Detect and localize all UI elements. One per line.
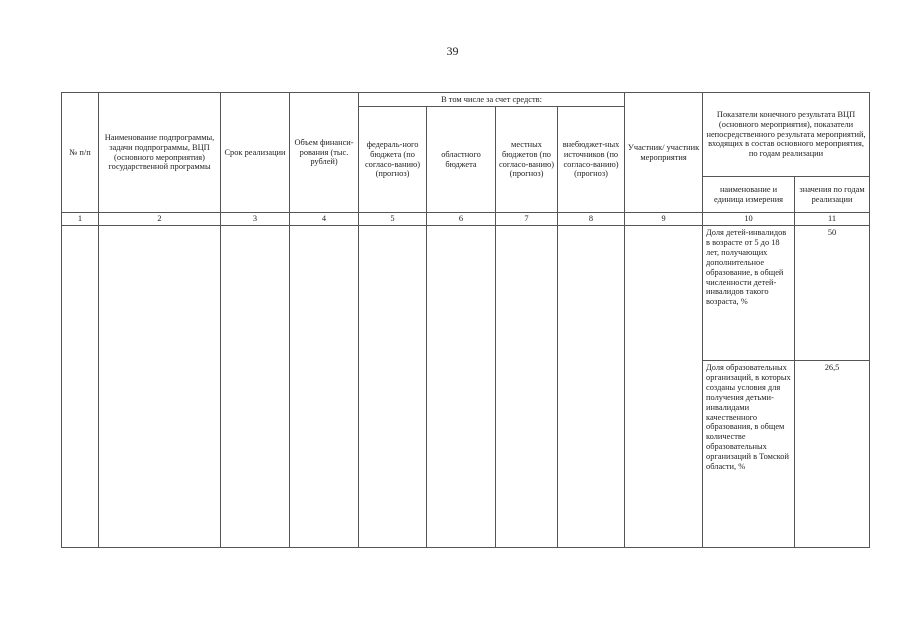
program-table xyxy=(61,92,870,548)
cell-name xyxy=(99,226,221,548)
table-row xyxy=(62,226,870,361)
page-number: 39 xyxy=(446,44,459,58)
header-indicator-name: наименование и единица измерения xyxy=(703,177,795,213)
header-indicator-values: значения по годам реализации xyxy=(795,177,870,213)
cell-volume xyxy=(290,226,359,548)
header-term: Срок реализации xyxy=(221,93,290,213)
column-number: 5 xyxy=(359,213,427,226)
column-number: 10 xyxy=(703,213,795,226)
cell-federal xyxy=(359,226,427,548)
header-indicators-group: Показатели конечного результата ВЦП (основного мероприятия), показатели непосредственного результата мероприятий, входящих в состав основного мероприятия, по годам реализации xyxy=(703,93,870,177)
column-number: 6 xyxy=(427,213,496,226)
cell-num xyxy=(62,226,99,548)
cell-extrabudget xyxy=(558,226,625,548)
indicator-name: Доля детей-инвалидов в возрасте от 5 до 18 лет, получающих дополнительное образование, в общей численности детей-инвалидов такого возраста, % xyxy=(703,226,795,361)
cell-participant xyxy=(625,226,703,548)
cell-local xyxy=(496,226,558,548)
header-row-top xyxy=(62,93,870,107)
column-number: 3 xyxy=(221,213,290,226)
column-number: 8 xyxy=(558,213,625,226)
header-regional: областного бюджета xyxy=(427,107,496,213)
header-funding-group: В том числе за счет средств: xyxy=(359,93,625,107)
header-volume: Объем финанси-рования (тыс. рублей) xyxy=(290,93,359,213)
column-number: 9 xyxy=(625,213,703,226)
header-local: местных бюджетов (по согласо-ванию) (прогноз) xyxy=(496,107,558,213)
header-name: Наименование подпрограммы, задачи подпрограммы, ВЦП (основного мероприятия) государственной программы xyxy=(99,93,221,213)
indicator-name: Доля образовательных организаций, в которых созданы условия для получения детьми-инвалидами качественного образования, в общем количестве образовательных организаций в Томской области, % xyxy=(703,361,795,548)
header-participant: Участник/ участник мероприятия xyxy=(625,93,703,213)
header-num: № п/п xyxy=(62,93,99,213)
column-number: 4 xyxy=(290,213,359,226)
indicator-value: 26,5 xyxy=(795,361,870,548)
column-number: 1 xyxy=(62,213,99,226)
header-federal: федераль-ного бюджета (по согласо-ванию) (прогноз) xyxy=(359,107,427,213)
column-number: 7 xyxy=(496,213,558,226)
column-number: 11 xyxy=(795,213,870,226)
column-number: 2 xyxy=(99,213,221,226)
header-extrabudget: внебюджет-ных источников (по согласо-ванию) (прогноз) xyxy=(558,107,625,213)
column-number-row xyxy=(62,213,870,226)
cell-term xyxy=(221,226,290,548)
cell-regional xyxy=(427,226,496,548)
indicator-value: 50 xyxy=(795,226,870,361)
